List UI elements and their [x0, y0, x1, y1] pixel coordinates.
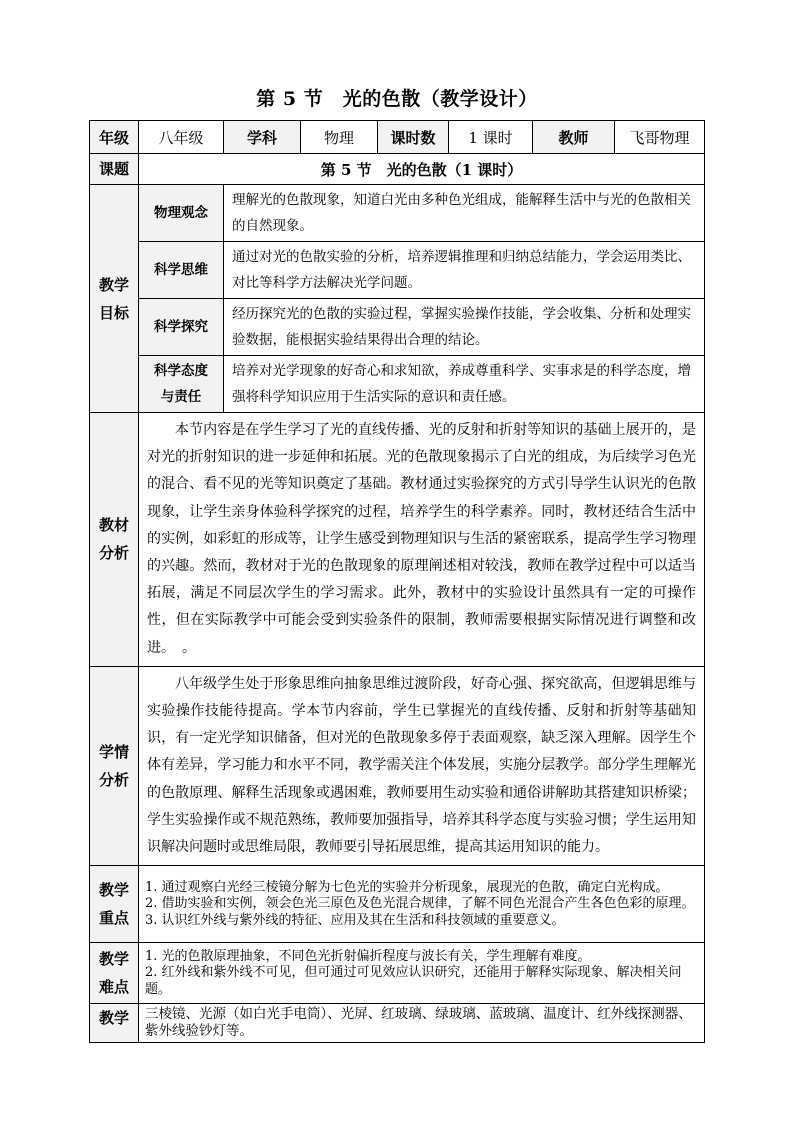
key-points-label-line2: 重点	[98, 909, 129, 928]
student-analysis-label-line2: 分析	[98, 771, 129, 790]
goal-row	[90, 299, 705, 356]
grade-label: 年级	[90, 121, 139, 154]
goal-text: 通过对光的色散实验的分析，培养逻辑推理和归纳总结能力，学会运用类比、对比等科学方法解决光学问题。	[224, 242, 705, 299]
goal-name	[139, 356, 224, 413]
key-points-label-line1: 教学	[98, 881, 129, 900]
goals-label	[90, 185, 139, 413]
key-point-item: 3. 认识红外线与紫外线的特征、应用及其在生活和科技领域的重要意义。	[145, 912, 565, 928]
goal-name-line1: 科学思维	[154, 262, 208, 278]
topic-value: 第 5 节 光的色散（1 课时）	[139, 154, 705, 185]
goal-row	[90, 185, 705, 242]
goal-name-line1: 科学态度	[154, 363, 208, 379]
textbook-analysis-label-line1: 教材	[98, 516, 129, 535]
goal-text: 经历探究光的色散的实验过程，掌握实验操作技能，学会收集、分析和处理实验数据，能根据实验结果得出合理的结论。	[224, 299, 705, 356]
topic-row	[90, 154, 705, 185]
hours-label: 课时数	[378, 121, 449, 154]
key-point-item: 1. 通过观察白光经三棱镜分解为七色光的实验并分析现象，展现光的色散，确定白光构成。	[145, 879, 669, 895]
textbook-analysis-row	[90, 413, 705, 667]
goal-text: 培养对光学现象的好奇心和求知欲，养成尊重科学、实事求是的科学态度，增强将科学知识应用于生活实际的意识和责任感。	[224, 356, 705, 413]
header-row	[90, 121, 705, 154]
difficulty-item: 1. 光的色散原理抽象，不同色光折射偏折程度与波长有关，学生理解有难度。	[145, 948, 591, 964]
goal-name-line1: 科学探究	[154, 319, 208, 335]
difficulty-item: 2. 红外线和紫外线不可见，但可通过可见效应认识研究，还能用于解释实际现象、解决相关问题。	[145, 965, 682, 997]
hours-value: 1 课时	[449, 121, 533, 154]
goals-label-line1: 教学	[98, 275, 129, 294]
goal-row	[90, 356, 705, 413]
teacher-value: 飞哥物理	[615, 121, 705, 154]
topic-label: 课题	[90, 154, 139, 185]
goal-text: 理解光的色散现象，知道白光由多种色光组成，能解释生活中与光的色散相关的自然现象。	[224, 185, 705, 242]
materials-label: 教学	[90, 1004, 139, 1043]
textbook-analysis-label	[90, 413, 139, 667]
page-title: 第 5 节 光的色散（教学设计）	[256, 88, 538, 110]
difficulties-label-line1: 教学	[98, 950, 129, 969]
teacher-label: 教师	[533, 121, 615, 154]
subject-value: 物理	[301, 121, 378, 154]
goal-name	[139, 299, 224, 356]
student-analysis-label	[90, 666, 139, 865]
materials-row	[90, 1004, 705, 1043]
student-analysis-row	[90, 666, 705, 865]
key-points-list	[139, 866, 705, 943]
goals-label-line2: 目标	[98, 303, 129, 322]
key-points-row	[90, 866, 705, 943]
key-point-item: 2. 借助实验和实例，领会色光三原色及色光混合规律，了解不同色光混合产生各色色彩的原理。	[145, 896, 695, 911]
difficulties-label-line2: 难点	[98, 978, 129, 997]
goal-row	[90, 242, 705, 299]
student-analysis-text: 八年级学生处于形象思维向抽象思维过渡阶段，好奇心强、探究欲高，但逻辑思维与实验操作技能待提高。学本节内容前，学生已掌握光的直线传播、反射和折射等基础知识，有一定光学知识储备，但对光的色散现象多停于表面观察，缺乏深入理解。因学生个体有差异，学习能力和水平不同，教学需关注个体发展，实施分层教学。部分学生理解光的色散原理、解释生活现象或遇困难，教师要用生动实验和通俗讲解助其搭建知识桥梁；学生实验操作或不规范熟练，教师要加强指导，培养其科学态度与实验习惯；学生运用知识解决问题时或思维局限，教师要引导拓展思维，提高其运用知识的能力。	[139, 666, 705, 865]
textbook-analysis-text: 本节内容是在学生学习了光的直线传播、光的反射和折射等知识的基础上展开的，是对光的折射知识的进一步延伸和拓展。光的色散现象揭示了白光的组成，为后续学习色光的混合、看不见的光等知识奠定了基础。教材通过实验探究的方式引导学生认识光的色散现象，让学生亲身体验科学探究的过程，培养学生的科学素养。同时，教材还结合生活中的实例，如彩虹的形成等，让学生感受到物理知识与生活的紧密联系，提高学生学习物理的兴趣。然而，教材对于光的色散现象的原理阐述相对较浅，教师在教学过程中可以适当拓展，满足不同层次学生的学习需求。此外，教材中的实验设计虽然具有一定的可操作性，但在实际教学中可能会受到实验条件的限制，教师需要根据实际情况进行调整和改进。 。	[139, 413, 705, 667]
materials-text: 三棱镜、光源（如白光手电筒）、光屏、红玻璃、绿玻璃、蓝玻璃、温度计、红外线探测器、紫外线验钞灯等。	[139, 1004, 705, 1043]
goal-name-line2: 与责任	[160, 389, 202, 405]
goal-name	[139, 185, 224, 242]
difficulties-list	[139, 943, 705, 1004]
difficulties-label	[90, 943, 139, 1004]
textbook-analysis-label-line2: 分析	[98, 544, 129, 563]
student-analysis-label-line1: 学情	[98, 743, 129, 762]
key-points-label	[90, 866, 139, 943]
subject-label: 学科	[224, 121, 301, 154]
goal-name-line1: 物理观念	[154, 205, 208, 221]
goal-name	[139, 242, 224, 299]
grade-value: 八年级	[139, 121, 224, 154]
lesson-plan-table	[89, 120, 705, 1043]
difficulties-row	[90, 943, 705, 1004]
